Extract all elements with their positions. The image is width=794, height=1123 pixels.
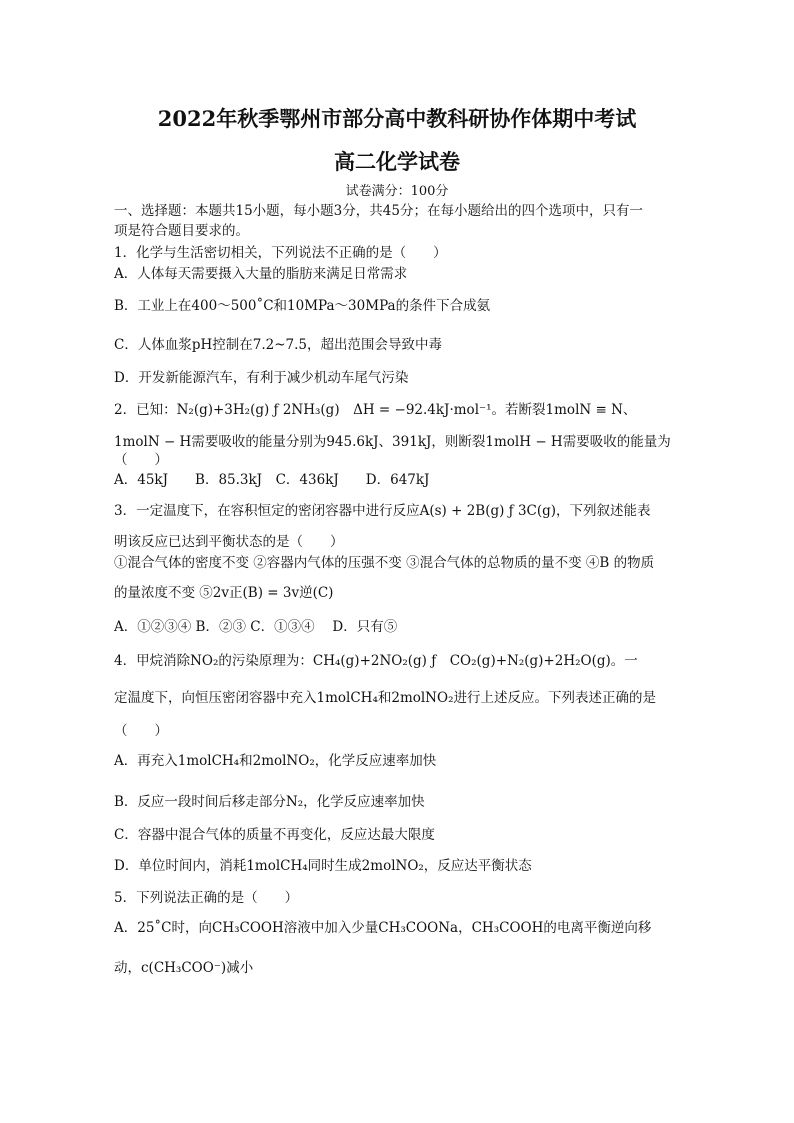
q1-option-d: D．开发新能源汽车，有利于减少机动车尾气污染 (114, 370, 409, 386)
q4-option-c: C．容器中混合气体的质量不再变化，反应达最大限度 (114, 827, 435, 843)
q3-line1: 3．一定温度下，在容积恒定的密闭容器中进行反应A(s) + 2B(g) ƒ 3C(g)，下列叙述能表 (114, 503, 651, 519)
q1-stem: 1．化学与生活密切相关，下列说法不正确的是（ ） (114, 245, 447, 261)
q3-options: A．①②③④ B．②③ C．①③④ D．只有⑤ (114, 619, 398, 635)
q5-option-a-line1: A．25˚C时，向CH₃COOH溶液中加入少量CH₃COONa，CH₃COOH的电离平衡逆向移 (114, 920, 652, 936)
q5-option-a-line2: 动，c(CH₃COO⁻)减小 (114, 960, 254, 976)
q4-line1: 4．甲烷消除NO₂的污染原理为：CH₄(g)+2NO₂(g) ƒ CO₂(g)+N₂(g)+2H₂O(g)。一 (114, 653, 638, 669)
q2-line1: 2．已知：N₂(g)+3H₂(g) ƒ 2NH₃(g) ΔH = −92.4kJ·mol⁻¹。若断裂1molN ≡ N、 (114, 402, 637, 418)
q1-option-a: A．人体每天需要摄入大量的脂肪来满足日常需求 (114, 266, 408, 282)
q5-stem: 5．下列说法正确的是（ ） (114, 890, 299, 906)
q3-line4: 的量浓度不变 ⑤2v正(B) = 3v逆(C) (114, 585, 334, 601)
q1-option-b: B．工业上在400～500˚C和10MPa～30MPa的条件下合成氨 (114, 298, 491, 314)
q4-option-b: B．反应一段时间后移走部分N₂，化学反应速率加快 (114, 794, 425, 810)
q2-options: A．45kJ B．85.3kJ C．436kJ D．647kJ (114, 472, 430, 488)
section-heading-line1: 一、选择题：本题共15小题，每小题3分，共45分；在每小题给出的四个选项中，只有一 (114, 203, 643, 219)
q1-option-c: C．人体血浆pH控制在7.2~7.5，超出范围会导致中毒 (114, 337, 442, 353)
exam-subtitle: 高二化学试卷 (334, 149, 460, 174)
q4-option-d: D．单位时间内，消耗1molCH₄同时生成2molNO₂，反应达平衡状态 (114, 858, 532, 874)
section-heading-line2: 项是符合题目要求的。 (114, 223, 249, 239)
full-score: 试卷满分：100分 (345, 184, 449, 199)
q4-option-a: A．再充入1molCH₄和2molNO₂，化学反应速率加快 (114, 753, 437, 769)
q4-line2: 定温度下，向恒压密闭容器中充入1molCH₄和2molNO₂进行上述反应。下列表述正确的是 (114, 690, 656, 706)
q3-line3: ①混合气体的密度不变 ②容器内气体的压强不变 ③混合气体的总物质的量不变 ④B 的物质 (114, 555, 655, 571)
exam-title: 2022年秋季鄂州市部分高中教科研协作体期中考试 (157, 106, 637, 131)
q4-line3: （ ） (114, 723, 168, 739)
q3-line2: 明该反应已达到平衡状态的是（ ） (114, 534, 344, 550)
q2-line3: （ ） (114, 452, 168, 468)
q2-line2: 1molN − H需要吸收的能量分别为945.6kJ、391kJ，则断裂1molH − H需要吸收的能量为 (114, 434, 671, 450)
